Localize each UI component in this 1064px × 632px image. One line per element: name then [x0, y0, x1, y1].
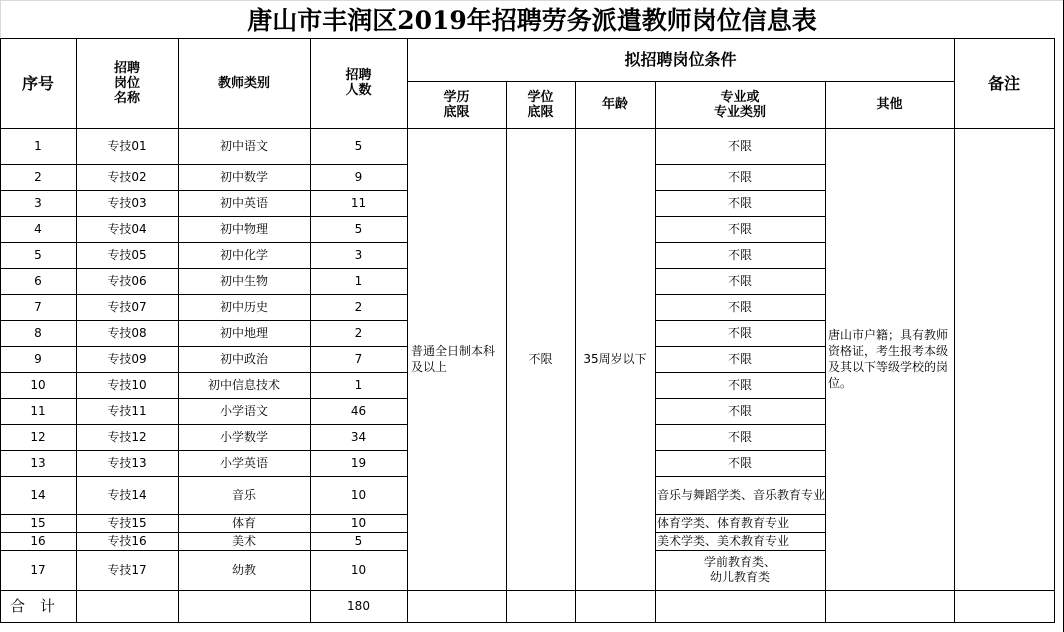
- row-post: 专技03: [107, 195, 147, 210]
- row-post: 专技06: [107, 273, 147, 288]
- row-hire-count: 9: [354, 169, 363, 184]
- row-seq: 10: [30, 377, 46, 392]
- border-line: [655, 514, 826, 515]
- row-seq: 13: [30, 455, 46, 470]
- border-line: [655, 346, 826, 347]
- row-post: 专技17: [107, 562, 147, 577]
- row-post: 专技11: [107, 403, 147, 418]
- row-hire-count: 1: [354, 377, 363, 392]
- row-teacher-type: 小学语文: [219, 403, 268, 418]
- row-hire-count: 10: [350, 562, 367, 577]
- row-teacher-type: 音乐: [231, 487, 256, 502]
- border-line: [655, 268, 826, 269]
- row-major: 学前教育类、 幼儿教育类: [703, 555, 776, 584]
- row-hire-count: 5: [354, 221, 363, 236]
- row-teacher-type: 初中英语: [219, 195, 268, 210]
- border-line: [575, 81, 576, 623]
- merged-degree: 不限: [528, 351, 553, 366]
- row-seq: 2: [34, 169, 42, 184]
- row-teacher-type: 初中语文: [219, 138, 268, 153]
- row-seq: 5: [34, 247, 42, 262]
- row-major: 体育学类、体育教育专业: [657, 516, 790, 530]
- border-line: [0, 38, 1055, 39]
- border-line: [0, 476, 408, 477]
- row-seq: 14: [30, 487, 46, 502]
- border-line: [506, 81, 507, 623]
- border-line: [0, 268, 408, 269]
- row-post: 专技09: [107, 351, 147, 366]
- row-seq: 9: [34, 351, 42, 366]
- border-line: [0, 372, 408, 373]
- row-post: 专技04: [107, 221, 147, 236]
- border-line: [407, 81, 955, 82]
- row-seq: 3: [34, 195, 42, 210]
- border-line: [0, 550, 408, 551]
- border-line: [655, 424, 826, 425]
- header-hire-count: 招聘 人数: [345, 68, 372, 98]
- border-line: [655, 550, 826, 551]
- row-hire-count: 5: [354, 533, 363, 548]
- row-teacher-type: 小学数学: [219, 429, 268, 444]
- border-line: [407, 38, 408, 623]
- border-line: [0, 450, 408, 451]
- border-line: [1054, 38, 1055, 623]
- row-teacher-type: 小学英语: [219, 455, 268, 470]
- border-line: [0, 514, 408, 515]
- row-teacher-type: 幼教: [231, 562, 256, 577]
- row-hire-count: 3: [354, 247, 363, 262]
- row-hire-count: 1: [354, 273, 363, 288]
- border-line: [655, 532, 826, 533]
- row-post: 专技01: [107, 138, 147, 153]
- border-line: [0, 398, 408, 399]
- row-teacher-type: 初中政治: [219, 351, 268, 366]
- border-line: [0, 216, 408, 217]
- row-teacher-type: 体育: [231, 515, 256, 530]
- border-line: [0, 346, 408, 347]
- row-hire-count: 11: [350, 195, 367, 210]
- row-major: 不限: [727, 221, 752, 236]
- row-major: 不限: [727, 403, 752, 418]
- row-major: 不限: [727, 351, 752, 366]
- header-remark: 备注: [987, 73, 1020, 93]
- row-teacher-type: 初中生物: [219, 273, 268, 288]
- row-seq: 16: [30, 533, 46, 548]
- border-line: [0, 242, 408, 243]
- row-teacher-type: 初中历史: [219, 299, 268, 314]
- border-line: [655, 398, 826, 399]
- merged-other: 唐山市户籍；具有教师资格证，考生报考本级及其以下等级学校的岗位。: [828, 328, 949, 390]
- total-count: 180: [347, 598, 370, 613]
- row-seq: 4: [34, 221, 42, 236]
- row-major: 不限: [727, 247, 752, 262]
- header-education: 学历 底限: [443, 89, 470, 120]
- border-line: [76, 38, 77, 623]
- row-post: 专技13: [107, 455, 147, 470]
- header-conditions: 拟招聘岗位条件: [624, 50, 737, 69]
- row-hire-count: 34: [350, 429, 367, 444]
- border-line: [655, 190, 826, 191]
- row-hire-count: 10: [350, 487, 367, 502]
- row-teacher-type: 美术: [231, 533, 256, 548]
- row-teacher-type: 初中信息技术: [207, 377, 280, 392]
- row-seq: 11: [30, 403, 46, 418]
- row-seq: 12: [30, 429, 46, 444]
- header-degree: 学位 底限: [527, 89, 554, 120]
- header-age: 年龄: [601, 97, 628, 112]
- row-seq: 7: [34, 299, 42, 314]
- row-post: 专技02: [107, 169, 147, 184]
- border-line: [0, 294, 408, 295]
- border-line: [954, 38, 955, 623]
- border-line: [825, 81, 826, 623]
- border-line: [0, 190, 408, 191]
- row-post: 专技16: [107, 533, 147, 548]
- row-post: 专技05: [107, 247, 147, 262]
- row-seq: 17: [30, 562, 46, 577]
- row-major: 不限: [727, 325, 752, 340]
- row-seq: 15: [30, 515, 46, 530]
- total-label: 合 计: [10, 596, 56, 615]
- border-line: [655, 294, 826, 295]
- header-post-name: 招聘 岗位 名称: [113, 60, 140, 106]
- border-line: [0, 164, 408, 165]
- header-major: 专业或 专业类别: [713, 89, 766, 120]
- row-teacher-type: 初中物理: [219, 221, 268, 236]
- row-seq: 6: [34, 273, 42, 288]
- header-seq: 序号: [21, 73, 54, 93]
- row-hire-count: 46: [350, 403, 367, 418]
- border-line: [0, 38, 1, 623]
- border-line: [655, 372, 826, 373]
- table-title: 唐山市丰润区2019年招聘劳务派遣教师岗位信息表: [247, 5, 817, 35]
- row-seq: 1: [34, 138, 42, 153]
- row-major: 不限: [727, 138, 752, 153]
- border-line: [0, 622, 1055, 623]
- row-teacher-type: 初中数学: [219, 169, 268, 184]
- border-line: [655, 320, 826, 321]
- row-teacher-type: 初中地理: [219, 325, 268, 340]
- row-post: 专技14: [107, 487, 147, 502]
- row-post: 专技15: [107, 515, 147, 530]
- row-major: 音乐与舞蹈学类、音乐教育专业: [657, 488, 826, 502]
- border-line: [655, 242, 826, 243]
- border-line: [655, 476, 826, 477]
- row-teacher-type: 初中化学: [219, 247, 268, 262]
- border-line: [655, 81, 656, 623]
- border-line: [0, 590, 1055, 591]
- header-teacher-type: 教师类别: [217, 75, 270, 91]
- header-other: 其他: [876, 97, 903, 112]
- row-major: 不限: [727, 195, 752, 210]
- border-line: [0, 320, 408, 321]
- border-line: [310, 38, 311, 623]
- border-line: [178, 38, 179, 623]
- row-post: 专技10: [107, 377, 147, 392]
- row-seq: 8: [34, 325, 42, 340]
- row-major: 美术学类、美术教育专业: [657, 534, 790, 548]
- row-major: 不限: [727, 455, 752, 470]
- row-post: 专技08: [107, 325, 147, 340]
- row-hire-count: 10: [350, 515, 367, 530]
- border-line: [655, 216, 826, 217]
- row-major: 不限: [727, 273, 752, 288]
- row-major: 不限: [727, 429, 752, 444]
- row-hire-count: 5: [354, 138, 363, 153]
- merged-education: 普通全日制本科及以上: [411, 344, 496, 374]
- row-major: 不限: [727, 377, 752, 392]
- row-post: 专技07: [107, 299, 147, 314]
- row-post: 专技12: [107, 429, 147, 444]
- row-hire-count: 7: [354, 351, 363, 366]
- merged-age: 35周岁以下: [583, 351, 647, 366]
- border-line: [655, 450, 826, 451]
- border-line: [0, 128, 1055, 129]
- row-hire-count: 19: [350, 455, 367, 470]
- border-line: [655, 164, 826, 165]
- row-major: 不限: [727, 169, 752, 184]
- border-line: [0, 532, 408, 533]
- top-gridline: [0, 0, 1064, 1]
- row-hire-count: 2: [354, 299, 363, 314]
- border-line: [0, 424, 408, 425]
- row-hire-count: 2: [354, 325, 363, 340]
- row-major: 不限: [727, 299, 752, 314]
